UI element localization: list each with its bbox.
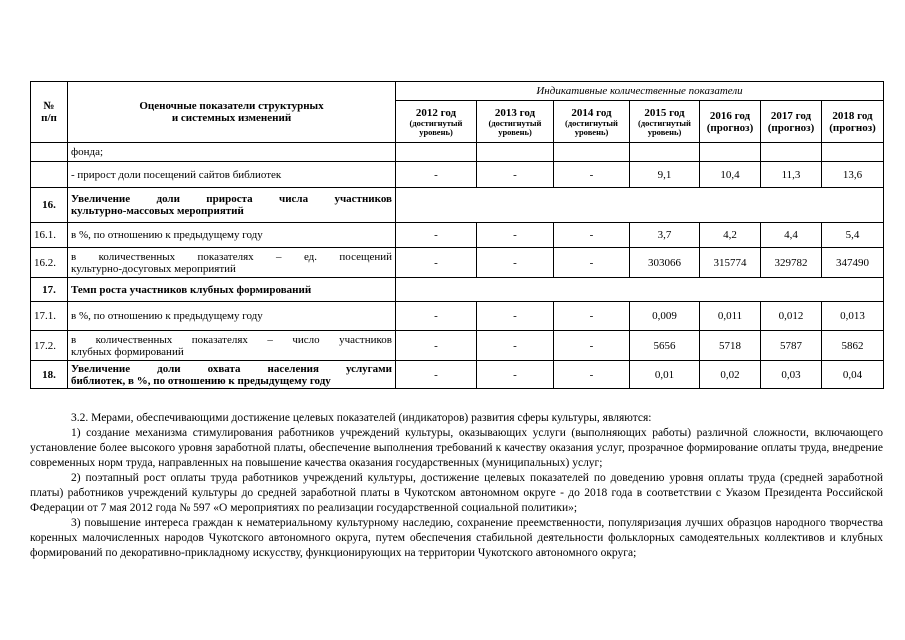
value-cell: - [396, 331, 477, 361]
row-label: Увеличение доли прироста числа участников культурно-массовых мероприятий [68, 188, 396, 223]
value-cell: 5787 [761, 331, 822, 361]
value-cell: - [554, 162, 630, 188]
value-cell: - [554, 361, 630, 389]
header-indicator: Оценочные показатели структурных и системных изменений [68, 82, 396, 143]
value-cell: 3,7 [630, 223, 700, 248]
table-row [31, 331, 884, 361]
value-cell: - [477, 223, 554, 248]
value-cell: - [554, 302, 630, 331]
value-cell: 5718 [700, 331, 761, 361]
value-cell: 0,03 [761, 361, 822, 389]
value-cell: 303066 [630, 248, 700, 278]
row-number: 16.1. [31, 223, 68, 248]
value-cell: - [477, 331, 554, 361]
header-year-2016: 2016 год (прогноз) [700, 101, 761, 143]
value-cell: - [396, 361, 477, 389]
value-cell: - [477, 248, 554, 278]
table-row-section [31, 278, 884, 302]
value-cell: - [477, 162, 554, 188]
row-number: 18. [31, 361, 68, 389]
value-cell: 0,011 [700, 302, 761, 331]
value-cell: - [396, 223, 477, 248]
header-year-2017: 2017 год (прогноз) [761, 101, 822, 143]
row-number: 16. [31, 188, 68, 223]
table-row [31, 223, 884, 248]
paragraph: 3.2. Мерами, обеспечивающими достижение целевых показателей (индикаторов) развития сферы культуры, являются: [71, 412, 652, 424]
value-cell: 0,009 [630, 302, 700, 331]
table-row [31, 162, 884, 188]
value-cell: 329782 [761, 248, 822, 278]
header-year-2018: 2018 год (прогноз) [822, 101, 884, 143]
row-label: в %, по отношению к предыдущему году [68, 223, 396, 248]
value-cell: - [554, 331, 630, 361]
value-cell: - [396, 302, 477, 331]
row-number: 16.2. [31, 248, 68, 278]
header-year-2012: 2012 год (достигнутый уровень) [396, 101, 477, 143]
row-number [31, 143, 68, 162]
body-text [30, 411, 883, 561]
value-cell: 5862 [822, 331, 884, 361]
table-row [31, 302, 884, 331]
value-cell: 13,6 [822, 162, 884, 188]
value-cell: - [554, 223, 630, 248]
indicators-table [30, 81, 884, 389]
row-number: 17. [31, 278, 68, 302]
value-cell: 0,04 [822, 361, 884, 389]
paragraph: 2) поэтапный рост оплаты труда работников учреждений культуры, достижение целевых показателей по доведению уровня оплаты труда (средней заработной платы) работников учреждений культуры до средней заработной платы в Чукотском автономном округе - до 2018 года в соответствии с Указом Президента Российской Федерации от 7 мая 2012 года № 597 «О мероприятиях по реализации государственной социальной политики»; [30, 472, 883, 514]
header-year-2013: 2013 год (достигнутый уровень) [477, 101, 554, 143]
value-cell: - [396, 248, 477, 278]
value-cell: 4,2 [700, 223, 761, 248]
table-row-section [31, 361, 884, 389]
value-cell: 0,012 [761, 302, 822, 331]
row-number: 17.2. [31, 331, 68, 361]
value-cell: 11,3 [761, 162, 822, 188]
value-cell: 4,4 [761, 223, 822, 248]
row-label: в %, по отношению к предыдущему году [68, 302, 396, 331]
table-row-section [31, 188, 884, 223]
row-label: в количественных показателях – число участников клубных формирований [68, 331, 396, 361]
value-cell: 10,4 [700, 162, 761, 188]
value-cell: 0,013 [822, 302, 884, 331]
row-number: 17.1. [31, 302, 68, 331]
value-cell: 9,1 [630, 162, 700, 188]
row-label: Увеличение доли охвата населения услугами библиотек, в %, по отношению к предыдущему году [68, 361, 396, 389]
header-year-2014: 2014 год (достигнутый уровень) [554, 101, 630, 143]
row-label: фонда; [68, 143, 396, 162]
table-row [31, 248, 884, 278]
value-cell: 0,02 [700, 361, 761, 389]
row-number [31, 162, 68, 188]
table-row [31, 143, 884, 162]
header-year-2015: 2015 год (достигнутый уровень) [630, 101, 700, 143]
value-cell: - [554, 248, 630, 278]
paragraph: 3) повышение интереса граждан к нематериальному культурному наследию, сохранение преемственности, популяризация лучших образцов народного творчества коренных малочисленных народов Чукотского автономного округа, путем обеспечения стабильной деятельности фольклорных самодеятельных коллективов и клубных формирований по декоративно-прикладному искусству, функционирующих на территории Чукотского автономного округа; [30, 517, 883, 559]
value-cell: 5656 [630, 331, 700, 361]
row-label: в количественных показателях – ед. посещений культурно-досуговых мероприятий [68, 248, 396, 278]
row-label: Темп роста участников клубных формирований [68, 278, 396, 302]
value-cell: 347490 [822, 248, 884, 278]
value-cell: - [477, 361, 554, 389]
value-cell: 5,4 [822, 223, 884, 248]
header-row-1 [31, 82, 884, 101]
header-number: № п/п [31, 82, 68, 143]
header-group: Индикативные количественные показатели [396, 82, 884, 101]
value-cell: - [477, 302, 554, 331]
paragraph: 1) создание механизма стимулирования работников учреждений культуры, оказывающих услуги (выполняющих работы) различной сложности, включающего установление более высокого уровня заработной платы, обеспечение выполнения требований к качеству оказания услуг, прозрачное формирование оплаты труда, внедрение современных норм труда, направленных на повышение качества оказания государственных (муниципальных) услуг; [30, 427, 883, 469]
value-cell: 315774 [700, 248, 761, 278]
value-cell: 0,01 [630, 361, 700, 389]
value-cell: - [396, 162, 477, 188]
row-label: - прирост доли посещений сайтов библиотек [68, 162, 396, 188]
